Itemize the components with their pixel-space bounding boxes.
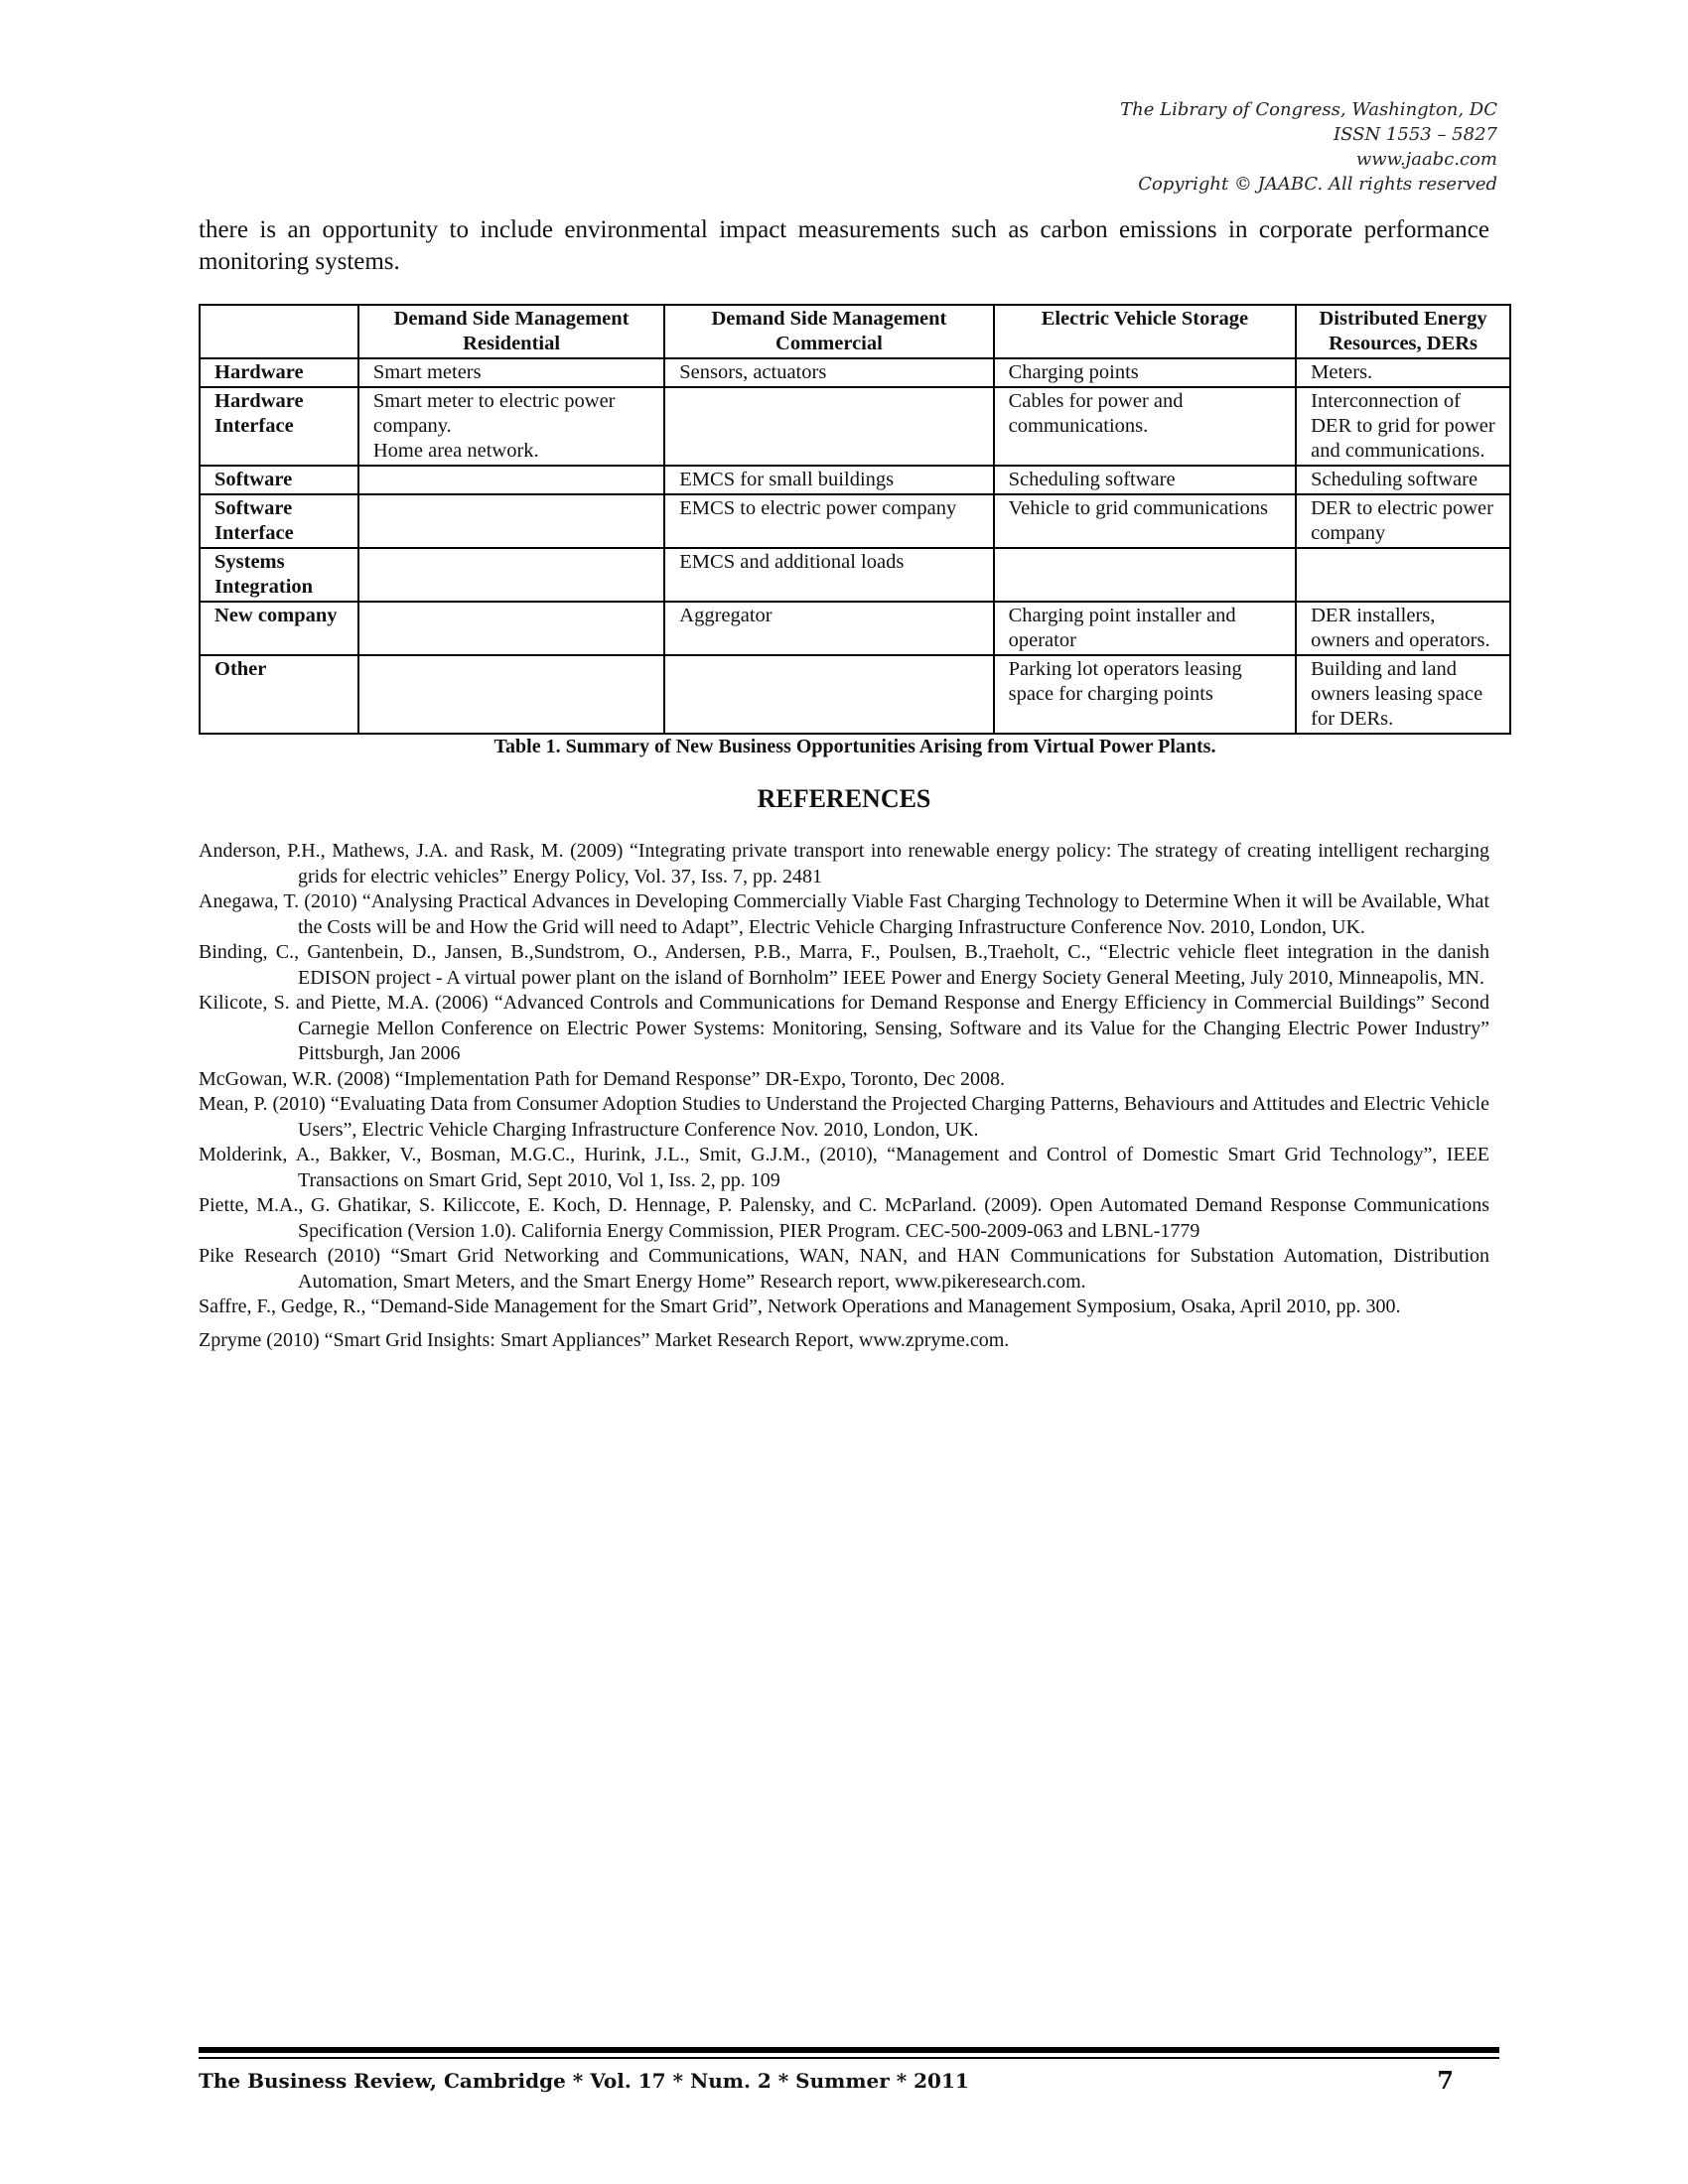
header-issn: ISSN 1553 – 5827 — [1334, 124, 1497, 145]
table-cell: Charging points — [994, 358, 1297, 387]
references-heading: REFERENCES — [757, 784, 931, 813]
row-header-cell: Systems Integration — [200, 548, 358, 602]
table-cell — [358, 494, 664, 548]
footer-rule-thick — [199, 2047, 1499, 2053]
row-header-cell: Hardware — [200, 358, 358, 387]
reference-item: Mean, P. (2010) “Evaluating Data from Consumer Adoption Studies to Understand the Projected Charging Patterns, Behaviours and Attitudes and Electric Vehicle Users”, Electric Vehicle Charging Infrastructure Conference Nov. 2010, London, UK. — [199, 1093, 1489, 1141]
table-header-cell: Electric Vehicle Storage — [994, 305, 1297, 358]
table-row — [200, 466, 1510, 494]
table-cell: Vehicle to grid communications — [994, 494, 1297, 548]
table-cell — [994, 548, 1297, 602]
table-cell: Meters. — [1296, 358, 1510, 387]
row-header-cell: Hardware Interface — [200, 387, 358, 466]
table-header-cell — [200, 305, 358, 358]
running-header — [1120, 97, 1497, 197]
table-cell: EMCS for small buildings — [664, 466, 993, 494]
table-cell: Parking lot operators leasing space for charging points — [994, 655, 1297, 734]
table-header-row — [200, 305, 1510, 358]
table-row — [200, 655, 1510, 734]
table-header-cell: Distributed Energy Resources, DERs — [1296, 305, 1510, 358]
table-row — [200, 358, 1510, 387]
footer-rule-thin — [199, 2057, 1499, 2059]
reference-item: Molderink, A., Bakker, V., Bosman, M.G.C., Hurink, J.L., Smit, G.J.M., (2010), “Management and Control of Domestic Smart Grid Technology”, IEEE Transactions on Smart Grid, Sept 2010, Vol 1, Iss. 2, pp. 109 — [199, 1144, 1489, 1191]
table-cell: DER installers, owners and operators. — [1296, 602, 1510, 655]
header-copyright: Copyright © JAABC. All rights reserved — [1138, 174, 1497, 195]
reference-item: Pike Research (2010) “Smart Grid Networking and Communications, WAN, NAN, and HAN Communications for Substation Automation, Distribution Automation, Smart Meters, and the Smart Energy Home” Research report, www.pikeresearch.com. — [199, 1245, 1489, 1293]
table-caption: Table 1. Summary of New Business Opportunities Arising from Virtual Power Plants. — [493, 736, 1216, 757]
opportunities-table — [199, 304, 1511, 735]
footer-journal: The Business Review, Cambridge * Vol. 17 * Num. 2 * Summer * 2011 — [199, 2069, 969, 2093]
table-row — [200, 602, 1510, 655]
row-header-cell: Software — [200, 466, 358, 494]
table-cell: Building and land owners leasing space for DERs. — [1296, 655, 1510, 734]
table-cell: Sensors, actuators — [664, 358, 993, 387]
table-row — [200, 548, 1510, 602]
reference-item: McGowan, W.R. (2008) “Implementation Path for Demand Response” DR-Expo, Toronto, Dec 2008. — [199, 1067, 1005, 1090]
table-header-cell: Demand Side Management Commercial — [664, 305, 993, 358]
header-website: www.jaabc.com — [1355, 149, 1497, 170]
reference-item: Saffre, F., Gedge, R., “Demand-Side Management for the Smart Grid”, Network Operations and Management Symposium, Osaka, April 2010, pp. 300. — [199, 1296, 1401, 1317]
reference-item: Anegawa, T. (2010) “Analysing Practical Advances in Developing Commercially Viable Fast Charging Technology to Determine When it will be Available, What the Costs will be and How the Grid will need to Adapt”, Electric Vehicle Charging Infrastructure Conference Nov. 2010, London, UK. — [199, 890, 1489, 938]
table-header-cell: Demand Side Management Residential — [358, 305, 664, 358]
intro-paragraph: there is an opportunity to include environmental impact measurements such as carbon emissions in corporate performance monitoring systems. — [199, 216, 1489, 275]
table-cell — [664, 655, 993, 734]
table-cell — [1296, 548, 1510, 602]
table-cell: Scheduling software — [1296, 466, 1510, 494]
row-header-cell: New company — [200, 602, 358, 655]
table-cell: Charging point installer and operator — [994, 602, 1297, 655]
table-cell: Scheduling software — [994, 466, 1297, 494]
references-list — [199, 839, 1489, 1353]
table-cell — [358, 655, 664, 734]
reference-item: Zpryme (2010) “Smart Grid Insights: Smart Appliances” Market Research Report, www.zpryme.com. — [199, 1328, 1010, 1351]
table-cell — [358, 548, 664, 602]
row-header-cell: Other — [200, 655, 358, 734]
table-cell: EMCS and additional loads — [664, 548, 993, 602]
reference-item: Kilicote, S. and Piette, M.A. (2006) “Advanced Controls and Communications for Demand Response and Energy Efficiency in Commercial Buildings” Second Carnegie Mellon Conference on Electric Power Systems: Monitoring, Sensing, Software and its Value for the Changing Electric Power Industry” Pittsburgh, Jan 2006 — [199, 992, 1489, 1064]
table-cell — [358, 602, 664, 655]
table-cell — [664, 387, 993, 466]
table-row — [200, 387, 1510, 466]
table-cell: Smart meter to electric power company. Home area network. — [358, 387, 664, 466]
page-number: 7 — [1437, 2066, 1454, 2095]
table-cell: DER to electric power company — [1296, 494, 1510, 548]
table-row — [200, 494, 1510, 548]
reference-item: Binding, C., Gantenbein, D., Jansen, B.,Sundstrom, O., Andersen, P.B., Marra, F., Poulsen, B.,Traeholt, C., “Electric vehicle fleet integration in the danish EDISON project - A virtual power plant on the island of Bornholm” IEEE Power and Energy Society General Meeting, July 2010, Minneapolis, MN. — [199, 941, 1489, 989]
table-cell — [358, 466, 664, 494]
table-cell: Interconnection of DER to grid for power and communications. — [1296, 387, 1510, 466]
table-cell: Cables for power and communications. — [994, 387, 1297, 466]
reference-item: Piette, M.A., G. Ghatikar, S. Kiliccote, E. Koch, D. Hennage, P. Palensky, and C. McParland. (2009). Open Automated Demand Response Communications Specification (Version 1.0). California Energy Commission, PIER Program. CEC-500-2009-063 and LBNL-1779 — [199, 1194, 1489, 1242]
table-cell: Smart meters — [358, 358, 664, 387]
table-cell: EMCS to electric power company — [664, 494, 993, 548]
table-cell: Aggregator — [664, 602, 993, 655]
reference-item: Anderson, P.H., Mathews, J.A. and Rask, M. (2009) “Integrating private transport into renewable energy policy: The strategy of creating intelligent recharging grids for electric vehicles” Energy Policy, Vol. 37, Iss. 7, pp. 2481 — [199, 840, 1489, 887]
header-publisher: The Library of Congress, Washington, DC — [1120, 99, 1497, 120]
row-header-cell: Software Interface — [200, 494, 358, 548]
